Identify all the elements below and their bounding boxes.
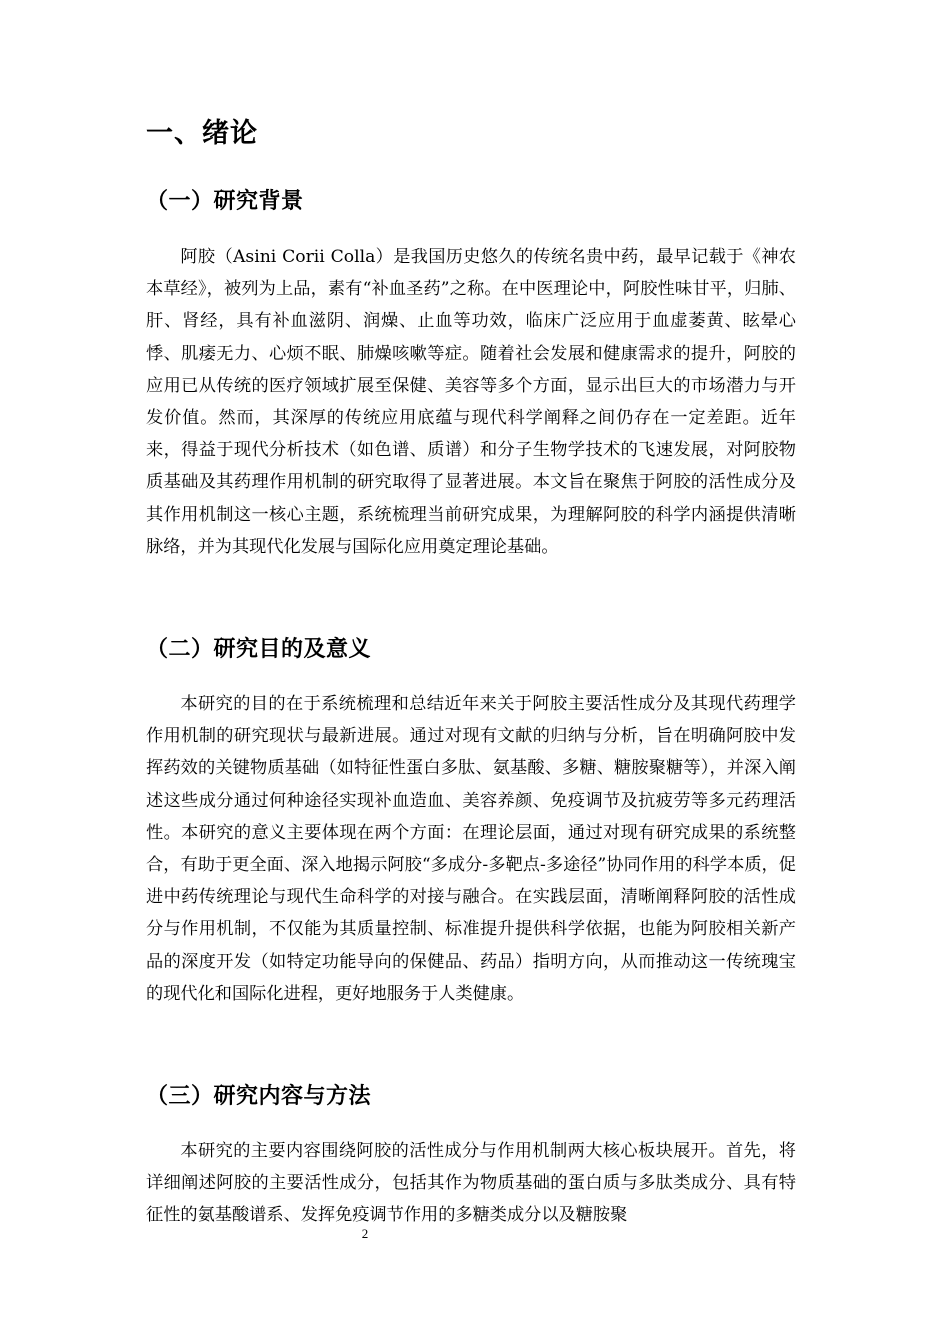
section-heading-purpose: （二）研究目的及意义	[146, 637, 372, 662]
section-paragraph-content-method: 本研究的主要内容围绕阿胶的活性成分与作用机制两大核心板块展开。首先，将详细阐述阿胶的主要活性成分，包括其作为物质基础的蛋白质与多肽类成分、具有特征性的氨基酸谱系、发挥免疫调节作用的多糖类成分以及糖胺聚	[146, 1141, 796, 1226]
chapter-title: 一、绪论	[146, 118, 258, 149]
page-number: 2	[361, 1226, 369, 1241]
section-heading-content-method: （三）研究内容与方法	[146, 1084, 372, 1109]
section-heading-background: （一）研究背景	[146, 189, 304, 214]
section-paragraph-purpose: 本研究的目的在于系统梳理和总结近年来关于阿胶主要活性成分及其现代药理学作用机制的研究现状与最新进展。通过对现有文献的归纳与分析，旨在明确阿胶中发挥药效的关键物质基础（如特征性蛋白多肽、氨基酸、多糖、糖胺聚糖等），并深入阐述这些成分通过何种途径实现补血造血、美容养颜、免疫调节及抗疲劳等多元药理活性。本研究的意义主要体现在两个方面：在理论层面，通过对现有研究成果的系统整合，有助于更全面、深入地揭示阿胶“多成分-多靶点-多途径”协同作用的科学本质，促进中药传统理论与现代生命科学的对接与融合。在实践层面，清晰阐释阿胶的活性成分与作用机制，不仅能为其质量控制、标准提升提供科学依据，也能为阿胶相关新产品的深度开发（如特定功能导向的保健品、药品）指明方向，从而推动这一传统瑰宝的现代化和国际化进程，更好地服务于人类健康。	[146, 694, 796, 1004]
section-paragraph-background: 阿胶（Asini Corii Colla）是我国历史悠久的传统名贵中药，最早记载于《神农本草经》，被列为上品，素有“补血圣药”之称。在中医理论中，阿胶性味甘平，归肺、肝、肾经，具有补血滋阴、润燥、止血等功效，临床广泛应用于血虚萎黄、眩晕心悸、肌痿无力、心烦不眠、肺燥咳嗽等症。随着社会发展和健康需求的提升，阿胶的应用已从传统的医疗领域扩展至保健、美容等多个方面，显示出巨大的市场潜力与开发价值。然而，其深厚的传统应用底蕴与现代科学阐释之间仍存在一定差距。近年来，得益于现代分析技术（如色谱、质谱）和分子生物学技术的飞速发展，对阿胶物质基础及其药理作用机制的研究取得了显著进展。本文旨在聚焦于阿胶的活性成分及其作用机制这一核心主题，系统梳理当前研究成果，为理解阿胶的科学内涵提供清晰脉络，并为其现代化发展与国际化应用奠定理论基础。	[146, 247, 796, 557]
